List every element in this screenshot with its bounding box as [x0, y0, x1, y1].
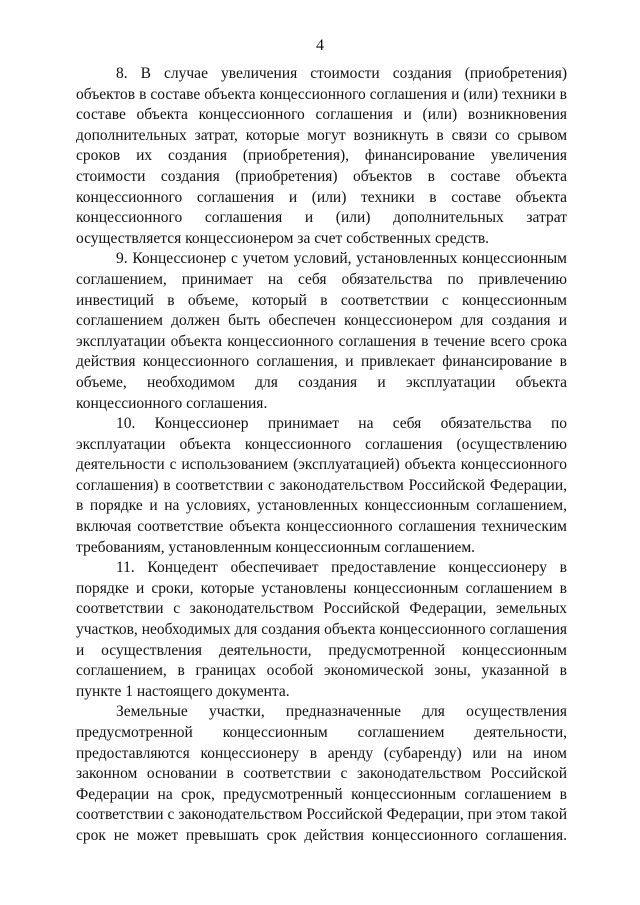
paragraph-10: 10. Концессионер принимает на себя обязательства по эксплуатации объекта концессионного соглашения (осуществлению деятельности с использованием (эксплуатацией) объекта концессионного соглашения) в соответствии с законодательством Российской Федерации, в порядке и на условиях, установленных концессионным соглашением, включая соответствие объекта концессионного соглашения техническим требованиям, установленным концессионным соглашением. — [76, 415, 567, 556]
paragraph-11: 11. Концедент обеспечивает предоставление концессионеру в порядке и сроки, которые установлены концессионным соглашением в соответствии с законодательством Российской Федерации, земельных участков, необходимых для создания объекта концессионного соглашения и осуществления деятельности, предусмотренной концессионным соглашением, в границах особой экономической зоны, указанной в пункте 1 настоящего документа. — [76, 559, 567, 700]
document-body — [76, 64, 567, 847]
paragraph-9: 9. Концессионер с учетом условий, установленных концессионным соглашением, принимает на себя обязательства по привлечению инвестиций в объеме, который в соответствии с концессионным соглашением должен быть обеспечен концессионером для создания и эксплуатации объекта концессионного соглашения в течение всего срока действия концессионного соглашения, и привлекает финансирование в объеме, необходимом для создания и эксплуатации объекта концессионного соглашения. — [76, 250, 567, 412]
page-number: 4 — [316, 37, 324, 54]
paragraph-8: 8. В случае увеличения стоимости создания (приобретения) объектов в составе объекта концессионного соглашения и (или) техники в составе объекта концессионного соглашения и (или) возникновения дополнительных затрат, которые могут возникнуть в связи со срывом сроков их создания (приобретения), финансирование увеличения стоимости создания (приобретения) объектов в составе объекта концессионного соглашения и (или) техники в составе объекта концессионного соглашения и (или) дополнительных затрат осуществляется концессионером за счет собственных средств. — [76, 65, 567, 247]
paragraph-land-plots: Земельные участки, предназначенные для осуществления предусмотренной концессионным соглашением деятельности, предоставляются концессионеру в аренду (субаренду) или на ином законном основании в соответствии с законодательством Российской Федерации на срок, предусмотренный концессионным соглашением в соответствии с законодательством Российской Федерации, при этом такой срок не может превышать срок действия концессионного соглашения. — [76, 703, 567, 844]
